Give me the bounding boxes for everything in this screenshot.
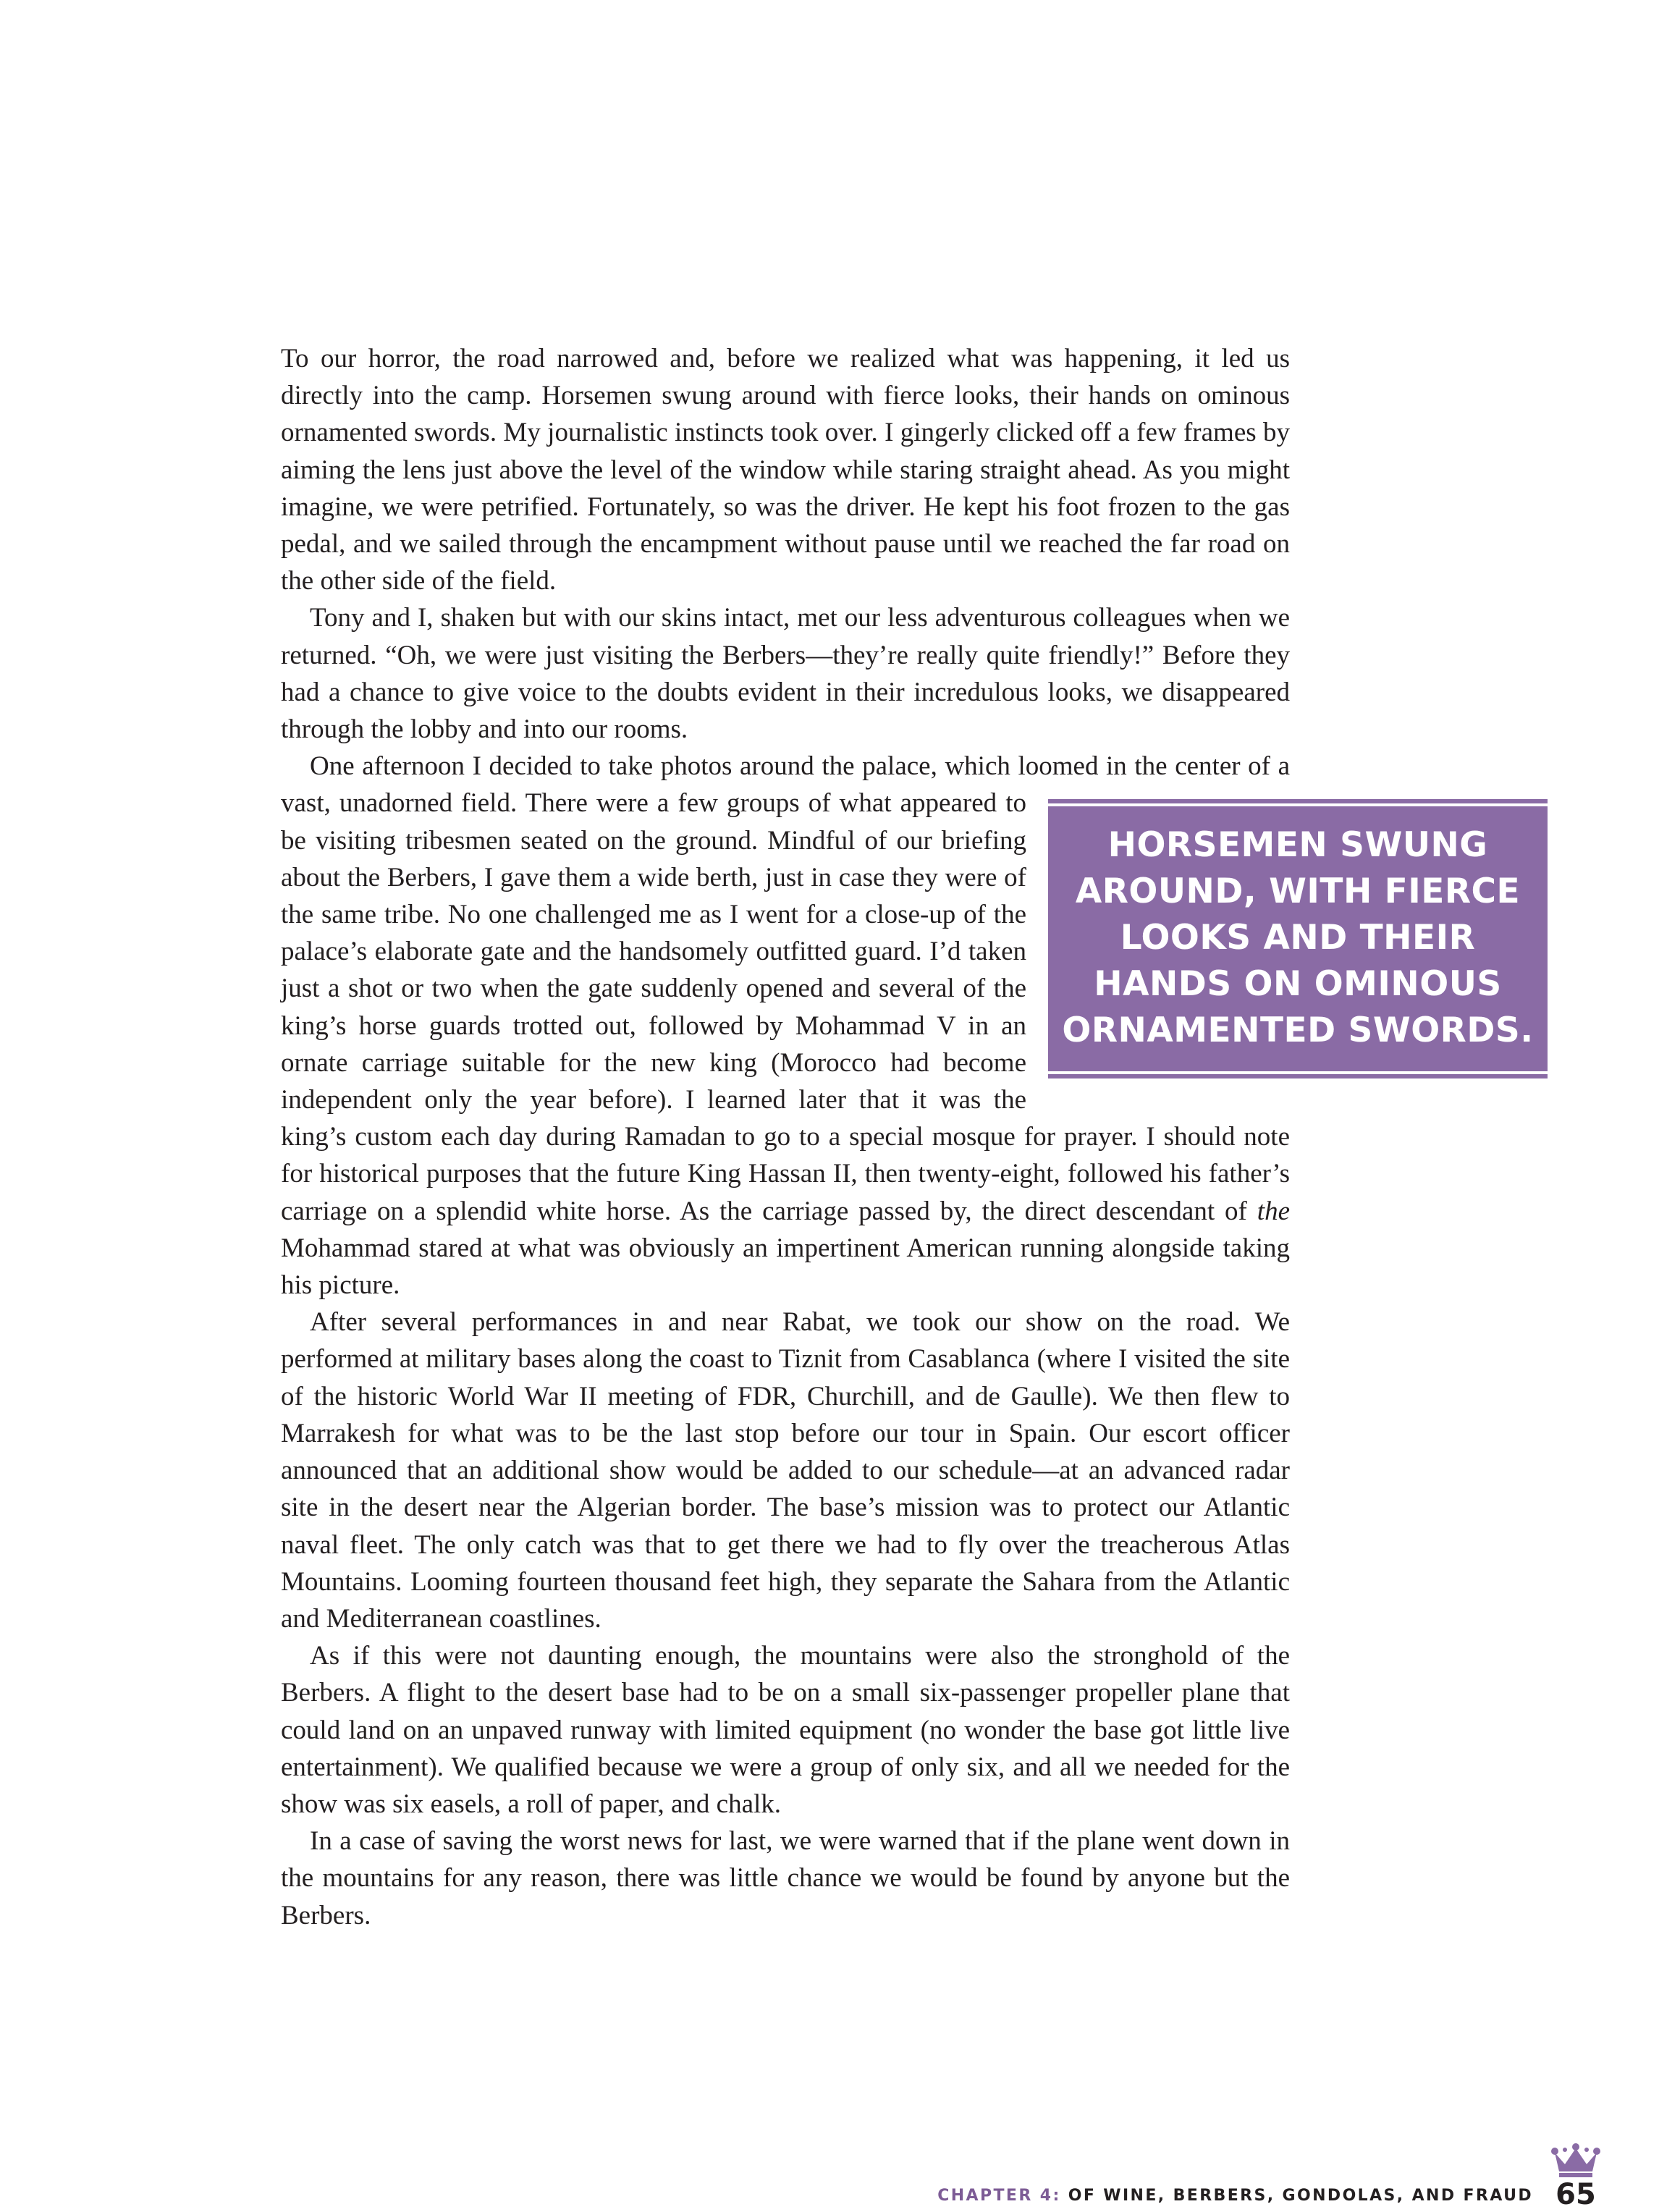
paragraph-3-lead: One afternoon I decided to take photos around the palace, which loomed in the center xyxy=(310,751,1249,782)
body-text xyxy=(281,340,1534,1934)
paragraph-3-continued: of a vast, unadorned field. There were a few groups of what appeared to be visiting tribesmen seated on the ground. Mindful of our briefing about the Berbers, I gave them a wide berth, just in case they were of the same tribe. No one challenged me as I went for a close-up of the palace’s elaborate gate and the handsomely outfitted guard. I’d taken just a shot or two when the gate suddenly opened and several of the king’s horse guards trotted out, followed by Mohammad V in an ornate carriage suitable for the new king (Morocco had become independent only the year before). I learned later that it was the king’s custom each day during Ramadan to go to a special mosque for prayer. I should note for historical purposes that the future King Hassan II, then twenty-eight, followed his father’s carriage on a splendid white horse. As the carriage passed by, the direct descendant of xyxy=(281,751,1291,1226)
chapter-label: CHAPTER 4: xyxy=(937,2187,1061,2205)
pull-quote xyxy=(1048,803,1548,1074)
paragraph-6: In a case of saving the worst news for last, we were warned that if the plane went down in the mountains for any reason, there was little chance we would be found by anyone but the Berbers. xyxy=(281,1826,1290,1930)
chapter-title: OF WINE, BERBERS, GONDOLAS, AND FRAUD xyxy=(1060,2187,1533,2205)
paragraph-3 xyxy=(281,748,1534,1304)
running-head xyxy=(937,2187,1533,2209)
page-number: 65 xyxy=(1555,2178,1596,2211)
paragraph-3-part-a xyxy=(281,751,1534,1226)
pull-quote-text: HORSEMEN SWUNG AROUND, WITH FIERCE LOOKS AND THEIR HANDS ON OMINOUS ORNAMENTED SWORDS. xyxy=(1062,825,1534,1051)
paragraph-3-emphasis: the xyxy=(1257,1196,1290,1226)
page-number-block xyxy=(1550,2143,1601,2209)
paragraph-3-part-b: Mohammad stared at what was obviously an impertinent American running alongside taking his picture. xyxy=(281,1233,1290,1301)
crown-icon xyxy=(1550,2143,1601,2179)
paragraph-4: After several performances in and near Rabat, we took our show on the road. We performed at military bases along the coast to Tiznit from Casablanca (where I visited the site of the historic World War II meeting of FDR, Churchill, and de Gaulle). We then flew to Marrakesh for what was to be the last stop before our tour in Spain. Our escort officer announced that an additional show would be added to our schedule—at an advanced radar site in the desert near the Algerian border. The base’s mission was to protect our Atlantic naval fleet. The only catch was that to get there we had to fly over the treacherous Atlas Mountains. Looming fourteen thousand feet high, they separate the Sahara from the Atlantic and Mediterranean coastlines. xyxy=(281,1307,1290,1634)
page-footer xyxy=(937,2143,1601,2209)
paragraph-2: Tony and I, shaken but with our skins intact, met our less adventurous colleagues when we returned. “Oh, we were just visiting the Berbers—they’re really quite friendly!” Before they had a chance to give voice to the doubts evident in their incredulous looks, we disappeared through the lobby and into our rooms. xyxy=(281,603,1290,745)
paragraph-5: As if this were not daunting enough, the mountains were also the stronghold of the Berbers. A flight to the desert base had to be on a small six-passenger propeller plane that could land on an unpaved runway with limited equipment (no wonder the base got little live entertainment). We qualified because we were a group of only six, and all we needed for the show was six easels, a roll of paper, and chalk. xyxy=(281,1641,1290,1819)
paragraph-1: To our horror, the road narrowed and, before we realized what was happening, it led us directly into the camp. Horsemen swung around with fierce looks, their hands on ominous ornamented swords. My journalistic instincts took over. I gingerly clicked off a few frames by aiming the lens just above the level of the window while staring straight ahead. As you might imagine, we were petrified. Fortunately, so was the driver. He kept his foot frozen to the gas pedal, and we sailed through the encampment without pause until we reached the far road on the other side of the field. xyxy=(281,344,1290,596)
